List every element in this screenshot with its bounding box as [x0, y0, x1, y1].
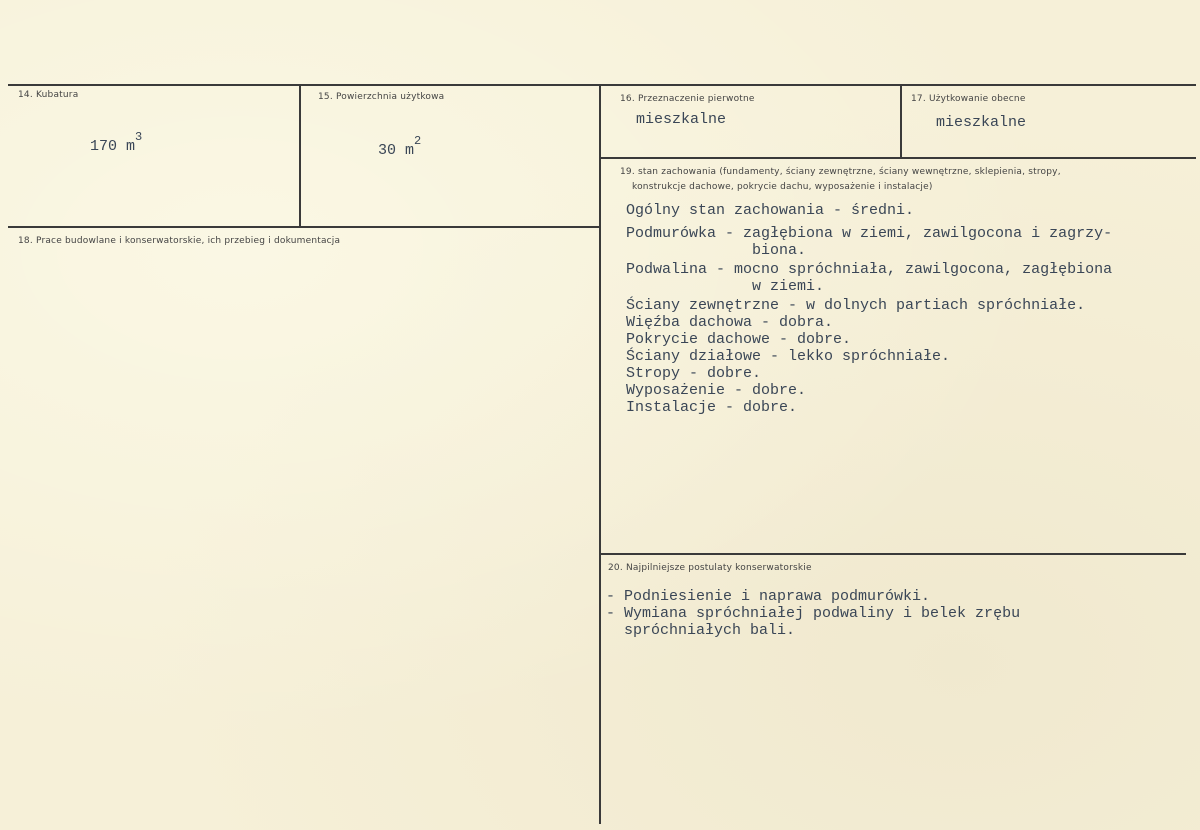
field-14-value: [90, 130, 143, 155]
rule-under-field-16-17: [600, 157, 1196, 159]
field-14-label: 14. Kubatura: [18, 90, 79, 100]
field-19-label-line1: 19. stan zachowania (fundamenty, ściany zewnętrzne, ściany wewnętrzne, sklepienia, stropy,: [620, 167, 1061, 177]
kubatura-exponent: 3: [135, 130, 143, 144]
divider-16-17: [900, 84, 902, 158]
field-16-label: 16. Przeznaczenie pierwotne: [620, 94, 755, 104]
field-20-label: 20. Najpilniejsze postulaty konserwatorskie: [608, 563, 812, 573]
postulate-line: - Wymiana spróchniałej podwaliny i belek zrębu spróchniałych bali.: [606, 605, 1021, 639]
condition-line: Więźba dachowa - dobra.: [626, 314, 834, 331]
postulates-list: [606, 588, 1020, 639]
rule-above-field-20: [600, 553, 1186, 555]
condition-list: [626, 202, 1112, 416]
condition-line: Podmurówka - zagłębiona w ziemi, zawilgocona i zagrzy- biona.: [626, 225, 1113, 259]
divider-left-right: [599, 84, 601, 824]
kubatura-number: 170 m: [90, 138, 136, 155]
field-17-value: mieszkalne: [936, 114, 1027, 131]
condition-line: Wyposażenie - dobre.: [626, 382, 807, 399]
postulate-line: - Podniesienie i naprawa podmurówki.: [606, 588, 931, 605]
field-15-label: 15. Powierzchnia użytkowa: [318, 92, 445, 102]
divider-14-15: [299, 84, 301, 228]
field-19-label-line2: konstrukcje dachowe, pokrycie dachu, wyposażenie i instalacje): [632, 182, 933, 192]
top-rule: [8, 84, 1196, 86]
condition-line: Stropy - dobre.: [626, 365, 762, 382]
field-15-value: [378, 134, 422, 159]
field-16-value: mieszkalne: [636, 111, 727, 128]
rule-under-field-14-15: [8, 226, 600, 228]
condition-line: Ogólny stan zachowania - średni.: [626, 202, 915, 219]
field-17-label: 17. Użytkowanie obecne: [911, 94, 1026, 104]
condition-line: Ściany zewnętrzne - w dolnych partiach spróchniałe.: [626, 297, 1086, 314]
powierzchnia-exponent: 2: [414, 134, 422, 148]
condition-line: Ściany działowe - lekko spróchniałe.: [626, 348, 951, 365]
condition-line: Pokrycie dachowe - dobre.: [626, 331, 852, 348]
condition-line: Podwalina - mocno spróchniała, zawilgocona, zagłębiona w ziemi.: [626, 261, 1113, 295]
powierzchnia-number: 30 m: [378, 142, 415, 159]
field-18-label: 18. Prace budowlane i konserwatorskie, ich przebieg i dokumentacja: [18, 236, 341, 246]
condition-line: Instalacje - dobre.: [626, 399, 798, 416]
